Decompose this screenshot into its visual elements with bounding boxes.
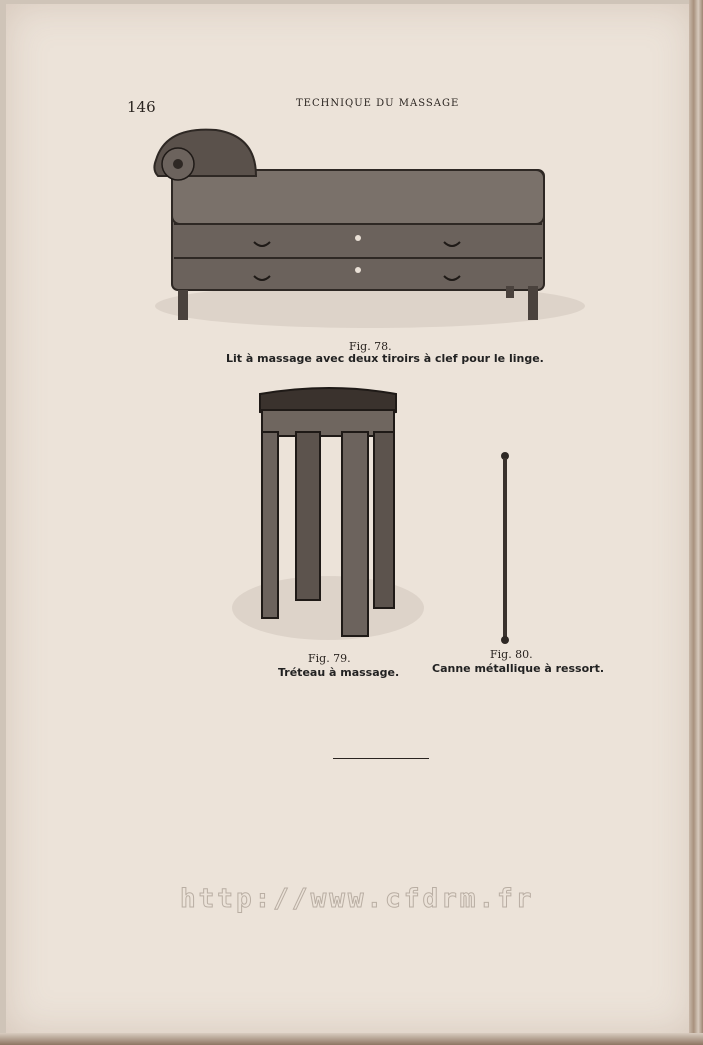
metal-spring-cane-illustration — [496, 450, 516, 648]
fig-79-caption: Tréteau à massage. — [278, 666, 400, 679]
fig-80-number: Fig. 80. — [490, 648, 533, 661]
fig-78-caption: Lit à massage avec deux tiroirs à clef pour le linge. — [226, 352, 544, 365]
massage-trestle-illustration — [228, 386, 428, 648]
page-edge-bottom — [0, 1033, 703, 1045]
fig-80-caption: Canne métallique à ressort. — [432, 662, 605, 675]
page-edge-right — [689, 0, 703, 1045]
fig-79-number: Fig. 79. — [308, 652, 351, 665]
running-title: TECHNIQUE DU MASSAGE — [296, 98, 460, 109]
massage-bed-illustration — [150, 128, 590, 338]
watermark: http://www.cfdrm.fr — [180, 884, 535, 914]
page-number: 146 — [127, 98, 156, 116]
section-divider — [333, 758, 429, 759]
fig-78-number: Fig. 78. — [349, 340, 392, 353]
